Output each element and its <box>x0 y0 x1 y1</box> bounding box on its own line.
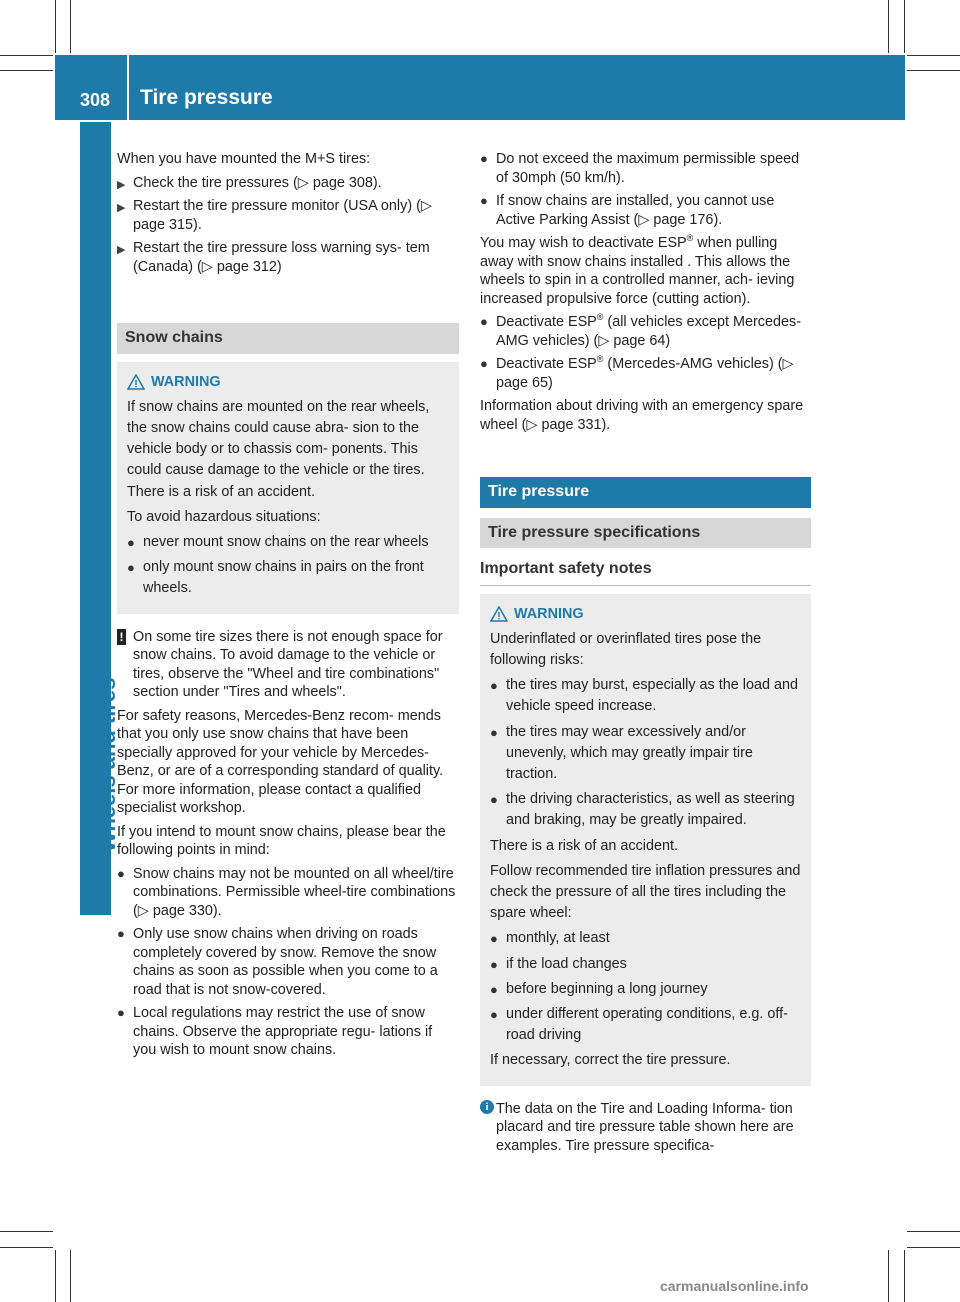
watermark: carmanualsonline.info <box>660 1278 809 1294</box>
bullet-icon: ● <box>117 926 125 942</box>
crop-mark <box>55 0 56 53</box>
crop-mark <box>70 1250 71 1302</box>
bullet-icon: ● <box>490 931 498 947</box>
arrow-icon: ▶ <box>117 202 126 214</box>
warning-bullet: ● before beginning a long journey <box>490 979 801 1000</box>
list-item: ● Deactivate ESP® (Mercedes-AMG vehicles) (▷ page 65) <box>480 354 794 391</box>
bullet-icon: ● <box>490 792 498 808</box>
arrow-icon: ▶ <box>117 178 126 191</box>
warning-bullet: ● the driving characteristics, as well as steering and braking, may be greatly impaired. <box>490 791 795 829</box>
body-paragraph: Information about driving with an emergency spare wheel (▷ page 331). <box>480 398 804 433</box>
notice-text: On some tire sizes there is not enough space for snow chains. To avoid damage to the vehicle or tires, observe the "Wheel and tire combinations" section under "Tires and wheels". <box>133 628 443 701</box>
notice-item <box>117 628 459 702</box>
right-column <box>480 150 811 1160</box>
crop-mark <box>0 1247 53 1248</box>
page-number: 308 <box>80 90 111 110</box>
section-heading-snow-chains: Snow chains <box>117 323 459 354</box>
bullet-icon: ● <box>490 981 498 997</box>
bullet-icon: ● <box>490 724 498 740</box>
info-item <box>480 1100 811 1156</box>
crop-mark <box>907 55 960 56</box>
info-icon: i <box>480 1100 494 1114</box>
warning-text: If snow chains are mounted on the rear wheels, the snow chains could cause abra- sion to the vehicle body or to chassis com- ponents. This could cause damage to the vehicle or the tires. There is a risk of an accident. <box>127 398 430 500</box>
section-heading-tire-pressure: Tire pressure <box>480 477 811 508</box>
step-item <box>117 239 459 276</box>
header-divider <box>127 55 129 120</box>
step-text: Restart the tire pressure monitor (USA only) (▷ page 315). <box>133 198 432 233</box>
warning-bullet: ● never mount snow chains on the rear wheels <box>127 532 449 553</box>
crop-mark <box>904 1250 905 1302</box>
bullet-icon: ● <box>127 560 135 576</box>
warning-bullet: ● the tires may burst, especially as the load and vehicle speed increase. <box>490 677 798 715</box>
warning-bullet: ● under different operating conditions, e.g. off-road driving <box>490 1005 788 1044</box>
crop-mark <box>0 1231 53 1232</box>
warning-bullet: ● the tires may wear excessively and/or unevenly, which may greatly impair tire traction. <box>490 723 753 782</box>
step-item <box>117 174 459 193</box>
bullet-icon: ● <box>117 865 125 881</box>
bullet-icon: ● <box>480 151 488 166</box>
crop-mark <box>888 1250 889 1302</box>
crop-mark <box>0 70 53 71</box>
intro-text: When you have mounted the M+S tires: <box>117 151 371 167</box>
crop-mark <box>70 0 71 53</box>
warning-text: There is a risk of an accident. <box>490 837 678 854</box>
list-item: ● Snow chains may not be mounted on all wheel/tire combinations. Permissible wheel-tire combinations (▷ page 330). <box>117 865 456 919</box>
step-text: Restart the tire pressure loss warning sys- tem (Canada) (▷ page 312) <box>133 240 430 275</box>
crop-mark <box>907 1247 960 1248</box>
warning-text: Underinflated or overinflated tires pose the following risks: <box>490 630 762 668</box>
warning-text: To avoid hazardous situations: <box>127 508 321 525</box>
warning-triangle-icon <box>127 374 145 390</box>
warning-title: WARNING <box>127 372 449 393</box>
bullet-icon: ● <box>480 314 488 329</box>
crop-mark <box>0 55 53 56</box>
crop-mark <box>907 1231 960 1232</box>
esp-paragraph: You may wish to deactivate ESP® when pulling away with snow chains installed . This allows the wheels to spin in a controlled manner, ach- ieving increased propulsive force (cutting action). <box>480 233 795 307</box>
crop-mark <box>904 0 905 53</box>
bullet-icon: ● <box>117 1005 125 1021</box>
list-item: ● Deactivate ESP® (all vehicles except Mercedes-AMG vehicles) (▷ page 64) <box>480 312 801 349</box>
list-item: ● Local regulations may restrict the use of snow chains. Observe the appropriate regu- lations if you wish to mount snow chains. <box>117 1005 433 1059</box>
warning-text: If necessary, correct the tire pressure. <box>490 1052 731 1069</box>
warning-bullet: ● only mount snow chains in pairs on the front wheels. <box>127 559 424 597</box>
body-paragraph: If you intend to mount snow chains, please bear the following points in mind: <box>117 823 446 859</box>
arrow-icon: ▶ <box>117 244 126 256</box>
bullet-icon: ● <box>480 356 488 371</box>
warning-box <box>480 594 811 1086</box>
list-item: ● If snow chains are installed, you cannot use Active Parking Assist (▷ page 176). <box>480 193 775 228</box>
body-paragraph: For safety reasons, Mercedes-Benz recom- mends that you only use snow chains that have been specially approved for your vehicle by Mercedes-Benz, or are of a corresponding standard of quality. For more information, please contact a qualified specialist workshop. <box>117 707 444 817</box>
crop-mark <box>888 0 889 53</box>
bullet-icon: ● <box>480 193 488 208</box>
list-item: ● Only use snow chains when driving on roads completely covered by snow. Remove the snow chains as soon as possible when you come to a road that is not snow-covered. <box>117 926 438 998</box>
crop-mark <box>55 1250 56 1302</box>
step-item <box>117 197 459 234</box>
warning-text: Follow recommended tire inflation pressures and check the pressure of all the tires including the spare wheel: <box>490 862 801 922</box>
bullet-icon: ● <box>490 956 498 972</box>
bullet-icon: ● <box>490 1006 498 1022</box>
bullet-icon: ● <box>490 678 498 694</box>
warning-bullet: ● monthly, at least <box>490 928 801 949</box>
section-heading-specs: Tire pressure specifications <box>480 518 811 549</box>
list-item: ● Do not exceed the maximum permissible speed of 30mph (50 km/h). <box>480 151 800 186</box>
step-text: Check the tire pressures (▷ page 308). <box>133 174 382 191</box>
warning-bullet: ● if the load changes <box>490 954 801 975</box>
subsection-heading: Important safety notes <box>480 560 811 586</box>
page-title: Tire pressure <box>140 86 273 109</box>
side-tab-label: Wheels and tires <box>95 677 120 853</box>
left-column <box>117 150 459 1065</box>
exclamation-icon: ! <box>117 629 126 645</box>
crop-mark <box>907 70 960 71</box>
warning-box <box>117 362 459 614</box>
info-text: The data on the Tire and Loading Informa- tion placard and tire pressure table shown here are examples. Tire pressure specifica- <box>496 1100 794 1154</box>
warning-triangle-icon <box>490 606 508 622</box>
bullet-icon: ● <box>127 534 135 550</box>
warning-title: WARNING <box>490 604 801 625</box>
